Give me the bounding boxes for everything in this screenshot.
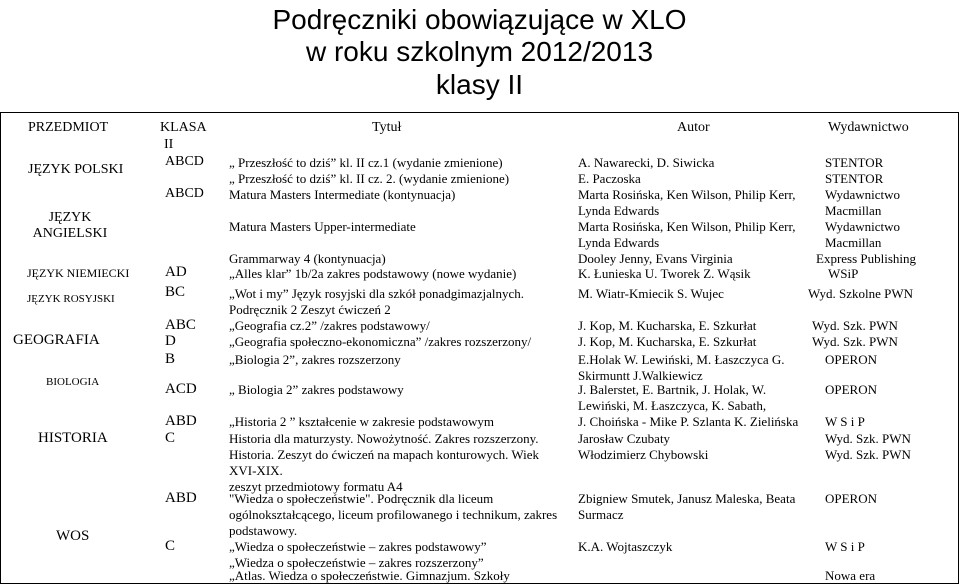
publisher-cell: W S i P <box>825 414 865 429</box>
author-cell: Jarosław Czubaty <box>578 431 671 446</box>
header-title: Tytuł <box>372 120 402 135</box>
title-cell: „Alles klar” 1b/2a zakres podstawowy (nowe wydanie) <box>229 266 517 281</box>
author-cell: E.Holak W. Lewiński, M. Łaszczyca G. <box>578 352 785 367</box>
author-cell: J. Choińska - Mike P. Szlanta K. Zielińska <box>578 414 799 429</box>
title-cell: "Wiedza o społeczeństwie". Podręcznik dla liceum <box>229 491 494 506</box>
subject-cell-continued: ANGIELSKI <box>32 226 108 241</box>
author-cell: Dooley Jenny, Evans Virginia <box>578 251 733 266</box>
class-cell: AD <box>165 264 187 280</box>
subject-cell: GEOGRAFIA <box>13 332 100 348</box>
author-cell: K.A. Wojtaszczyk <box>578 539 673 554</box>
author-cell: E. Paczoska <box>578 171 641 186</box>
publisher-cell: Wyd. Szk. PWN <box>825 431 911 446</box>
class-cell: C <box>165 538 176 554</box>
publisher-cell: Wyd. Szk. PWN <box>812 318 898 333</box>
title-cell: „ Biologia 2” zakres podstawowy <box>229 382 404 397</box>
title-cell: „ Przeszłość to dziś” kl. II cz. 2. (wydanie zmienione) <box>229 171 510 186</box>
publisher-cell: Wyd. Szkolne PWN <box>808 286 914 301</box>
subject-cell: JĘZYK POLSKI <box>28 162 124 177</box>
subject-cell: BIOLOGIA <box>46 376 100 388</box>
class-cell: ABD <box>165 413 197 429</box>
publisher-cell: OPERON <box>825 352 878 367</box>
publisher-cell: Nowa era <box>825 568 876 583</box>
class-cell: B <box>165 351 176 367</box>
title-cell: zeszyt przedmiotowy formatu A4 <box>229 479 403 494</box>
publisher-cell: Wydawnictwo <box>825 219 901 234</box>
title-cell: podstawowy. <box>229 523 298 538</box>
class-cell: BC <box>165 284 186 300</box>
class-cell: D <box>165 333 176 349</box>
author-cell: Skirmuntt J.Walkiewicz <box>578 368 703 383</box>
author-cell: K. Łuniesk​a U. Tworek Z. Wąsik <box>578 266 751 281</box>
title-cell: Grammarway 4 (kontynuacja) <box>229 251 386 266</box>
author-cell: J. Kop, M. Kucharska, E. Szkurłat <box>578 334 757 349</box>
title-cell: „Geografia społeczno-ekonomiczna” /zakres rozszerzony/ <box>229 334 532 349</box>
class-cell: ABC <box>165 317 196 333</box>
author-cell: J. Kop, M. Kucharska, E. Szkurłat <box>578 318 757 333</box>
author-cell: Surmacz <box>578 507 624 522</box>
publisher-cell: Macmillan <box>825 235 882 250</box>
header-class: KLASA <box>160 120 207 135</box>
title-cell: Historia dla maturzysty. Nowożytność. Zakres rozszerzony. <box>229 431 539 446</box>
title-cell: „Wiedza o społeczeństwie – zakres podstawowy” <box>229 539 487 554</box>
header-class-suffix: II <box>164 137 174 152</box>
publisher-cell: WSiP <box>828 266 859 281</box>
author-cell: J. Balerstet, E. Bartnik, J. Holak, W. <box>578 382 767 397</box>
title-cell: „Wiedza o społeczeństwie – zakres rozszerzony” <box>229 555 484 570</box>
publisher-cell: Wyd. Szk. PWN <box>812 334 898 349</box>
page-title-line-2: w roku szkolnym 2012/2013 <box>305 36 654 67</box>
publisher-cell: STENTOR <box>825 155 884 170</box>
title-cell: XVI-XIX. <box>229 463 283 478</box>
class-cell: ABCD <box>165 154 204 169</box>
page-title-line-3: klasy II <box>435 69 524 100</box>
title-cell: Podręcznik 2 Zeszyt ćwiczeń 2 <box>229 302 391 317</box>
publisher-cell: Wydawnictwo <box>825 187 901 202</box>
title-cell: ogólnokształcącego, liceum profilowanego i technikum, zakres <box>229 507 558 522</box>
title-cell: „Atlas. Wiedza o społeczeństwie. Gimnazjum. Szkoły <box>229 568 510 583</box>
publisher-cell: Wyd. Szk. PWN <box>825 447 911 462</box>
subject-cell: JĘZYK ROSYJSKI <box>27 293 115 305</box>
header-subject: PRZEDMIOT <box>28 120 109 135</box>
author-cell: Zbigniew Smutek, Janusz Maleska, Beata <box>578 491 796 506</box>
title-cell: Matura Masters Intermediate (kontynuacja) <box>229 187 456 202</box>
publisher-cell: OPERON <box>825 491 878 506</box>
subject-cell: HISTORIA <box>38 430 108 446</box>
author-cell: Włodzimierz Chybowski <box>578 447 709 462</box>
table-border-top <box>0 112 959 113</box>
title-cell: „Wot i my” Język rosyjski dla szkół ponadgimazjalnych. <box>229 286 524 301</box>
page-title-line-1: Podręczniki obowiązujące w XLO <box>272 4 687 35</box>
title-cell: „Historia 2 ” kształcenie w zakresie podstawowym <box>229 414 494 429</box>
class-cell: ACD <box>165 381 197 397</box>
publisher-cell: Macmillan <box>825 203 882 218</box>
publisher-cell: Express Publishing <box>816 251 917 266</box>
header-publisher: Wydawnictwo <box>828 120 909 135</box>
author-cell: Marta Rosińska, Ken Wilson, Philip Kerr, <box>578 219 796 234</box>
author-cell: M. Wiatr-Kmiecik S. Wujec <box>578 286 724 301</box>
title-cell: „ Przeszłość to dziś” kl. II cz.1 (wydanie zmienione) <box>229 155 503 170</box>
publisher-cell: OPERON <box>825 382 878 397</box>
subject-cell: JĘZYK NIEMIECKI <box>27 266 130 280</box>
title-cell: Historia. Zeszyt do ćwiczeń na mapach konturowych. Wiek <box>229 447 540 462</box>
class-cell: ABCD <box>165 186 204 201</box>
title-cell: „Geografia cz.2” /zakres podstawowy/ <box>229 318 430 333</box>
author-cell: Marta Rosińska, Ken Wilson, Philip Kerr, <box>578 187 796 202</box>
title-cell: Matura Masters Upper-intermediate <box>229 219 416 234</box>
title-cell: „Biologia 2”, zakres rozszerzony <box>229 352 401 367</box>
author-cell: A. Nawarecki, D. Siwicka <box>578 155 715 170</box>
author-cell: Lynda Edwards <box>578 235 660 250</box>
publisher-cell: W S i P <box>825 539 865 554</box>
table-border-left <box>0 112 1 584</box>
class-cell: ABD <box>165 490 197 506</box>
class-cell: C <box>165 430 176 446</box>
subject-cell: WOS <box>56 528 90 544</box>
subject-cell: JĘZYK <box>48 210 92 225</box>
publisher-cell: STENTOR <box>825 171 884 186</box>
author-cell: Lynda Edwards <box>578 203 660 218</box>
author-cell: Lewiński, M. Łaszczyca, K. Sabath, <box>578 398 767 413</box>
header-author: Autor <box>677 120 710 135</box>
